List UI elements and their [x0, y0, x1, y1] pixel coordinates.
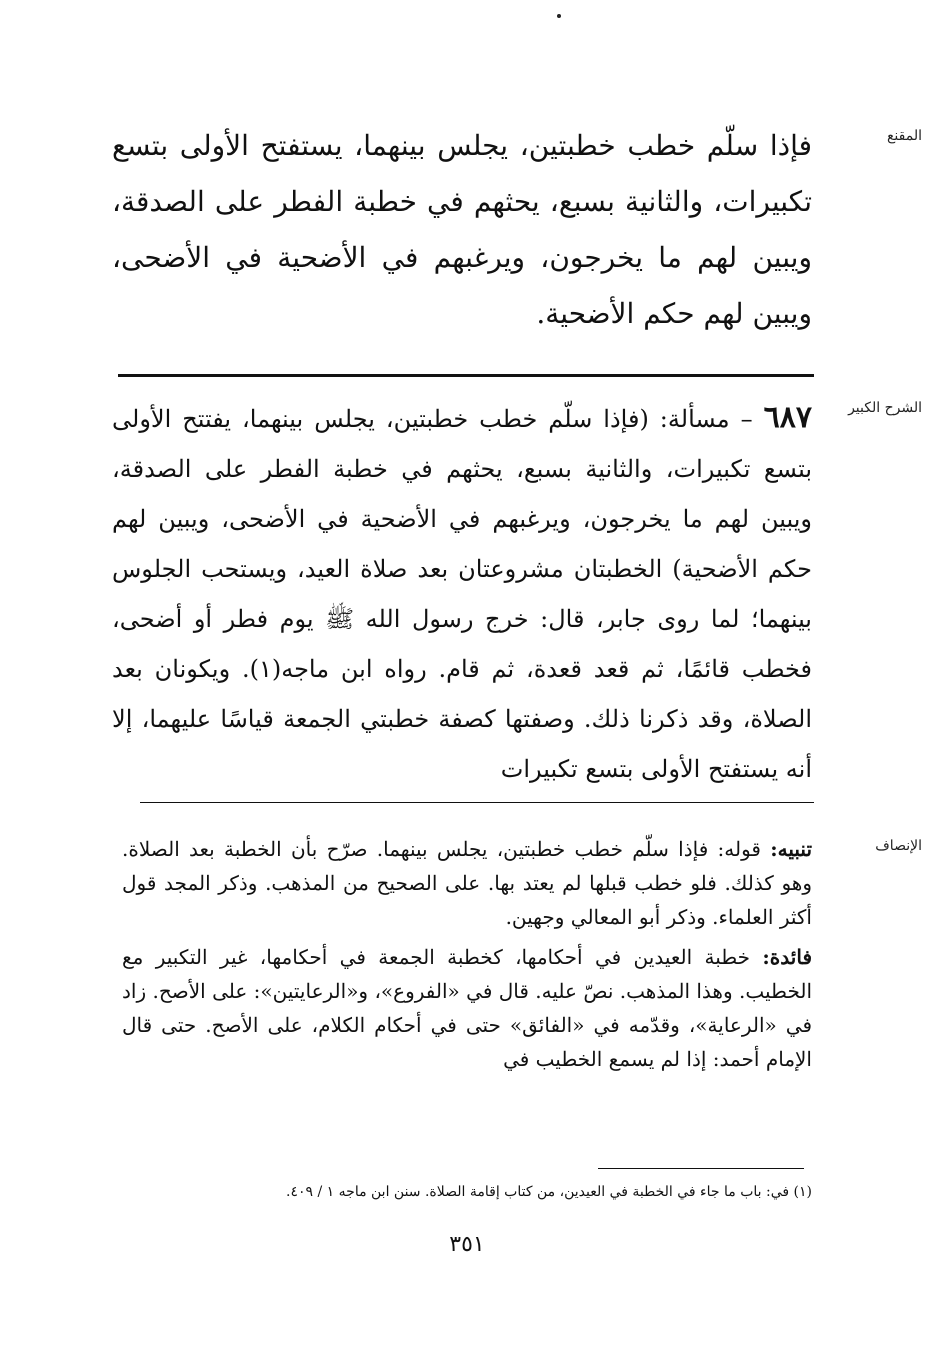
- section-label-sharh: الشرح الكبير: [848, 400, 922, 416]
- benefit-lead: فائدة:: [762, 945, 813, 969]
- insaf-text-block: [122, 832, 812, 1082]
- note-lead: تنبيه:: [770, 837, 813, 861]
- section-label-insaf: الإنصاف: [875, 838, 922, 854]
- section-label-muqni: المقنع: [886, 128, 922, 144]
- footnote: [112, 1180, 812, 1204]
- note-body: قوله: فإذا سلّم خطب خطبتين، يجلس بينهما. صرّح بأن الخطبة بعد الصلاة. وهو كذلك. فلو خطب قبلها لم يعتد بها. على الصحيح من المذهب. وذكر المجد قول أكثر العلماء. وذكر أبو المعالي وجهين.: [122, 837, 812, 929]
- sharh-paragraph: [112, 393, 812, 794]
- sharh-body: – مسألة: (فإذا سلّم خطب خطبتين، يجلس بينهما، يفتتح الأولى بتسع تكبيرات، والثانية بسبع، يحثهم في خطبة الفطر على الصدقة، ويبين لهم ما يخرجون، ويرغبهم في الأضحية في الأضحى، ويبين لهم حكم الأضحية) الخطبتان مشروعتان بعد صلاة العيد، ويستحب الجلوس بينهما؛ لما روى جابر، قال: خرج رسول الله ﷺ يوم فطر أو أضحى، فخطب قائمًا، ثم قعد قعدة، ثم قام. رواه ابن ماجه(١). ويكونان بعد الصلاة، وقد ذكرنا ذلك. وصفتها كصفة خطبتي الجمعة قياسًا عليهما، إلا أنه يستفتح الأولى بتسع تكبيرات: [112, 405, 812, 783]
- muqni-text-block: [112, 118, 812, 342]
- sharh-text-block: [112, 393, 812, 794]
- section-divider: [140, 802, 814, 803]
- insaf-paragraph-benefit: [122, 940, 812, 1076]
- page-number: ٣٥١: [449, 1232, 485, 1257]
- footnote-divider: [598, 1168, 804, 1169]
- issue-number: ٦٨٧: [763, 400, 812, 435]
- muqni-paragraph: فإذا سلّم خطب خطبتين، يجلس بينهما، يستفتح الأولى بتسع تكبيرات، والثانية بسبع، يحثهم في خطبة الفطر على الصدقة، ويبين لهم ما يخرجون، ويرغبهم في الأضحية في الأضحى، ويبين لهم حكم الأضحية.: [112, 129, 812, 330]
- section-divider: [118, 374, 814, 377]
- page-mark: [557, 14, 561, 18]
- insaf-paragraph-note: [122, 832, 812, 934]
- footnote-text: (١) في: باب ما جاء في الخطبة في العيدين، من كتاب إقامة الصلاة. سنن ابن ماجه ١ / ٤٠٩.: [286, 1184, 812, 1200]
- benefit-body: خطبة العيدين في أحكامها، كخطبة الجمعة في أحكامها، غير التكبير مع الخطيب. وهذا المذهب. نصّ عليه. قال في «الفروع»، و«الرعايتين»: على الأصح. زاد في «الرعاية»، وقدّمه في «الفائق» حتى في أحكام الكلام، على الأصح. حتى قال الإمام أحمد: إذا لم يسمع الخطيب في: [122, 945, 812, 1071]
